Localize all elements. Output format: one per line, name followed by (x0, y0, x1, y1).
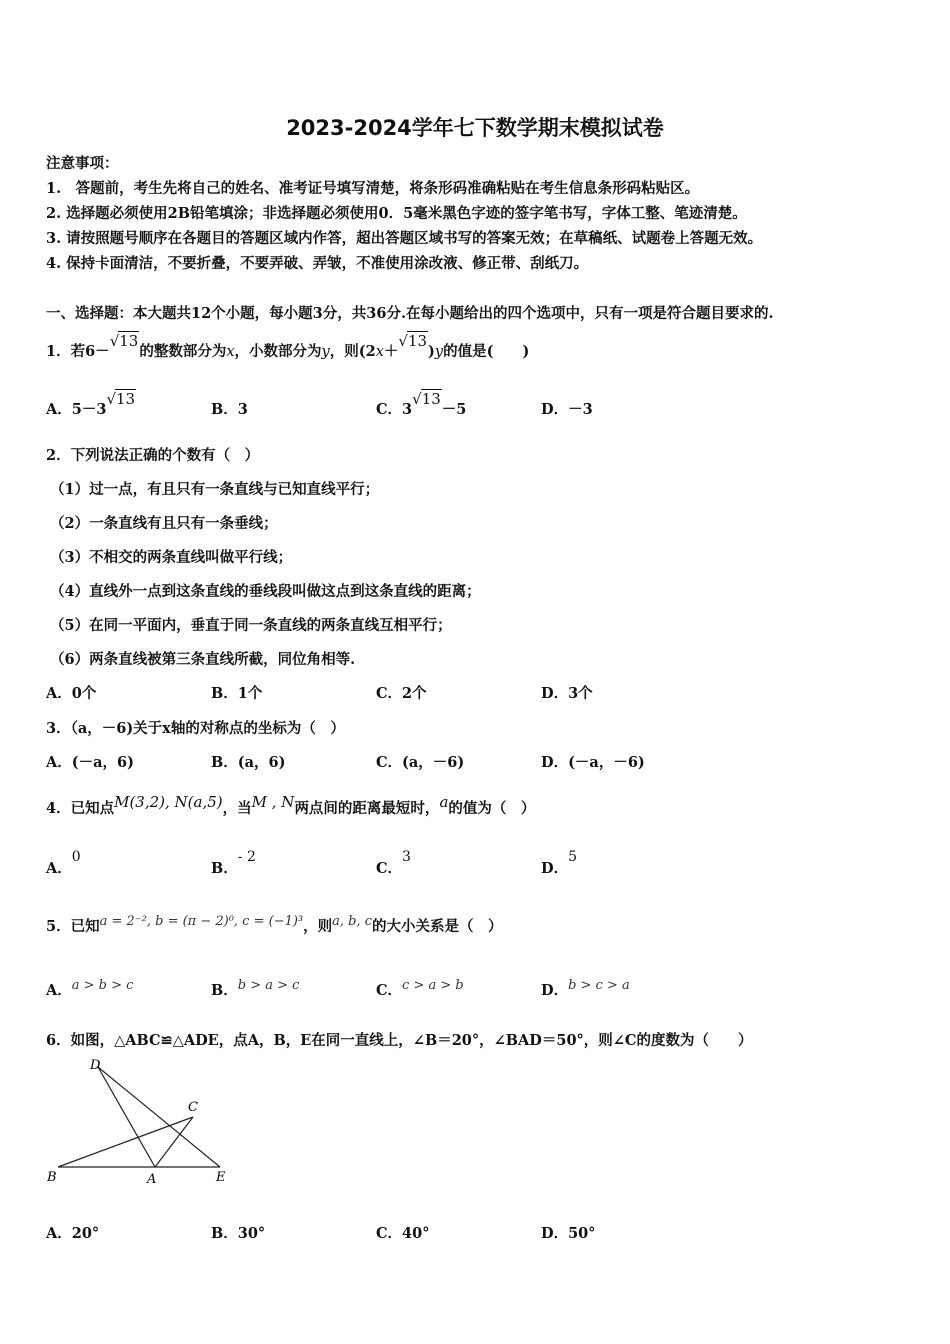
q2-option-b[interactable]: B．1个 (211, 685, 263, 702)
q5-option-c[interactable]: C．c > a > b (376, 978, 464, 999)
q1-option-b[interactable]: B．3 (211, 401, 248, 418)
q4-math: M , N (251, 793, 295, 811)
q2-statement: （2）一条直线有且只有一条垂线； (50, 515, 278, 532)
line-de (98, 1067, 220, 1167)
sqrt-13: √13 (398, 332, 428, 350)
note-item: 3. 请按照题号顺序在各题目的答题区域内作答，超出答题区域书写的答案无效；在草稿纸、试题卷上答题无效。 (46, 230, 763, 247)
q1-text: 1．若6－ (46, 343, 110, 360)
label-e: E (216, 1170, 226, 1185)
q3-option-d[interactable]: D．(－a，－6) (541, 754, 645, 771)
triangle-figure (40, 1055, 240, 1190)
q6-option-b[interactable]: B．30° (211, 1225, 266, 1242)
label-d: D (90, 1058, 101, 1073)
question-2-stem: 2．下列说法正确的个数有（ ） (46, 447, 260, 464)
label-b: B (47, 1170, 57, 1185)
q1-text: ＋ (383, 343, 399, 360)
note-item: 1. 答题前，考生先将自己的姓名、准考证号填写清楚，将条形码准确粘贴在考生信息条形码粘贴区。 (46, 180, 700, 197)
exam-title: 2023-2024学年七下数学期末模拟试卷 (286, 116, 664, 140)
q6-option-d[interactable]: D．50° (541, 1225, 596, 1242)
q5-option-a[interactable]: A．a > b > c (46, 978, 134, 999)
q1-text: 的值是( ) (443, 343, 530, 360)
question-1-stem (46, 332, 530, 361)
line-da (98, 1067, 155, 1167)
q4-option-a[interactable]: A．0 (46, 849, 81, 877)
q4-math: M(3,2), N(a,5) (114, 793, 223, 811)
var-x: x (375, 344, 384, 360)
sqrt-13: √13 (109, 332, 139, 350)
sqrt-13: √13 (106, 390, 136, 408)
question-6-stem: 6．如图，△ABC≌△ADE，点A，B，E在同一直线上，∠B＝20°，∠BAD＝50°，则∠C的度数为（ ） (46, 1032, 753, 1049)
q2-statement: （3）不相交的两条直线叫做平行线； (50, 549, 293, 566)
q6-option-a[interactable]: A．20° (46, 1225, 100, 1242)
question-5-stem: 5．已知a = 2⁻², b = (π − 2)⁰, c = (−1)³，则a, b, c的大小关系是（ ） (46, 914, 503, 935)
q2-option-a[interactable]: A．0个 (46, 685, 97, 702)
q1-option-d[interactable]: D．－3 (541, 401, 593, 418)
q4-option-c[interactable]: C．3 (376, 849, 411, 877)
q5-math: a, b, c (332, 914, 373, 929)
section-heading: 一、选择题：本大题共12个小题，每小题3分，共36分.在每小题给出的四个选项中，只有一项是符合题目要求的. (46, 305, 774, 322)
q1-text: ，小数部分为 (234, 343, 322, 360)
q5-option-b[interactable]: B．b > a > c (211, 978, 300, 999)
q1-option-c[interactable]: C．3√13－5 (376, 390, 467, 418)
var-x: x (226, 344, 235, 360)
notes-heading: 注意事项： (46, 155, 119, 172)
q6-option-c[interactable]: C．40° (376, 1225, 430, 1242)
q5-math: a = 2⁻², b = (π − 2)⁰, c = (−1)³ (99, 914, 304, 929)
q3-option-b[interactable]: B．(a，6) (211, 754, 286, 771)
q1-text: ，则(2 (329, 343, 376, 360)
q3-option-c[interactable]: C．(a，－6) (376, 754, 465, 771)
q2-option-c[interactable]: C．2个 (376, 685, 427, 702)
question-3-stem: 3．（a，－6)关于x轴的对称点的坐标为（ ） (46, 720, 345, 737)
note-item: 2. 选择题必须使用2B铅笔填涂；非选择题必须使用0．5毫米黑色字迹的签字笔书写，字体工整、笔迹清楚。 (46, 205, 747, 222)
note-item: 4. 保持卡面清洁，不要折叠，不要弄破、弄皱，不准使用涂改液、修正带、刮纸刀。 (46, 255, 589, 272)
sqrt-13: √13 (412, 390, 441, 408)
q4-option-b[interactable]: B．- 2 (211, 849, 256, 877)
q2-statement: （6）两条直线被第三条直线所截，同位角相等. (50, 651, 356, 668)
q4-option-d[interactable]: D．5 (541, 849, 577, 877)
q1-option-a[interactable]: A．5－3√13 (46, 390, 136, 418)
var-y: y (434, 344, 444, 360)
line-bc (58, 1117, 193, 1167)
var-y: y (321, 344, 330, 360)
q2-statement: （5）在同一平面内，垂直于同一条直线的两条直线互相平行； (50, 617, 452, 634)
q3-option-a[interactable]: A．(－a，6) (46, 754, 134, 771)
q1-text: 的整数部分为 (139, 343, 227, 360)
q2-statement: （4）直线外一点到这条直线的垂线段叫做这点到这条直线的距离； (50, 583, 481, 600)
label-a: A (147, 1172, 157, 1187)
label-c: C (188, 1100, 198, 1115)
q2-option-d[interactable]: D．3个 (541, 685, 593, 702)
q1-text: ) (428, 343, 435, 360)
q4-math: a (439, 793, 449, 811)
q2-statement: （1）过一点，有且只有一条直线与已知直线平行； (50, 481, 380, 498)
q5-option-d[interactable]: D．b > c > a (541, 978, 630, 999)
question-4-stem: 4．已知点M(3,2), N(a,5)，当M , N两点间的距离最短时，a的值为（ ） (46, 793, 536, 817)
